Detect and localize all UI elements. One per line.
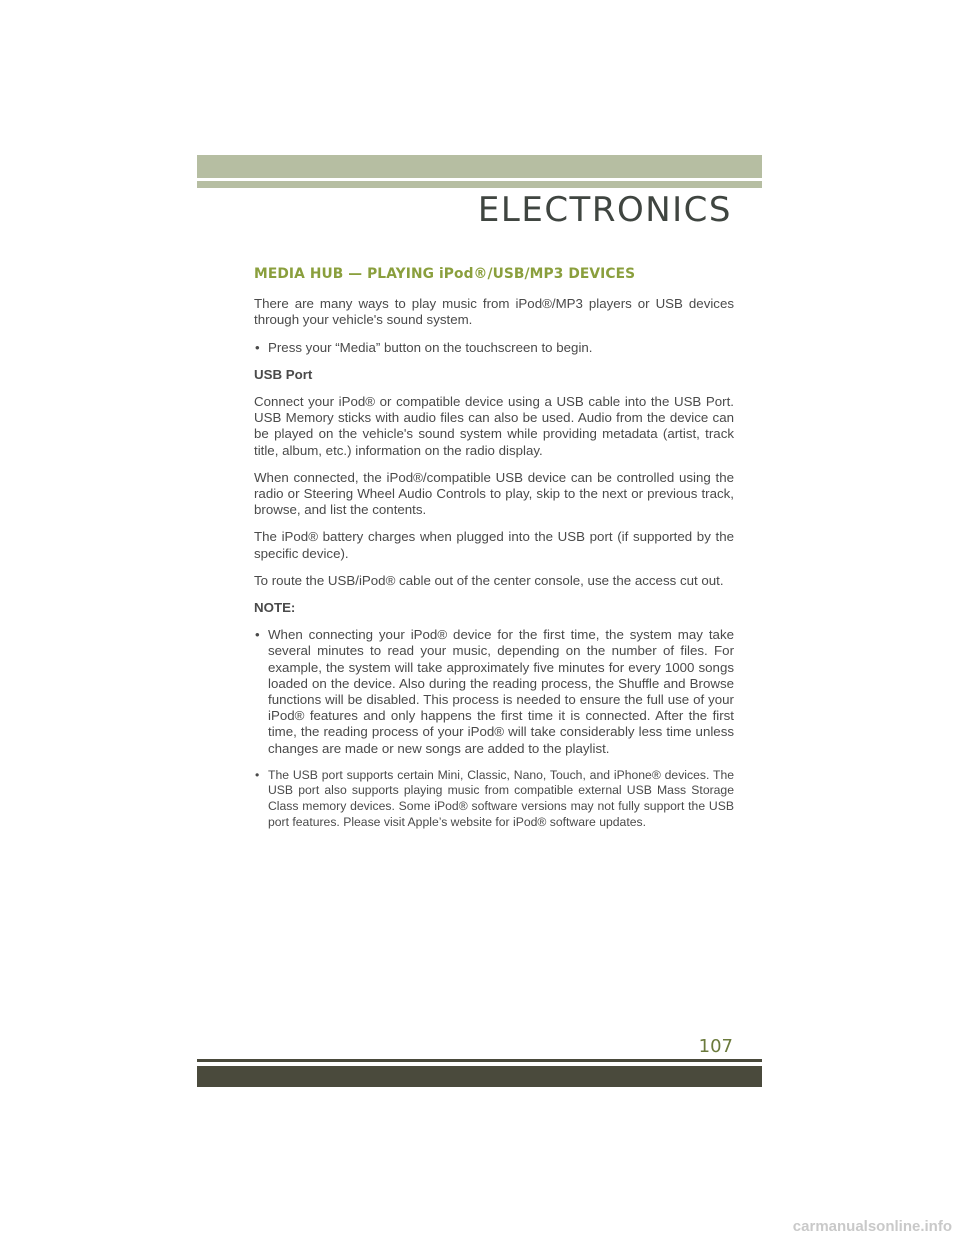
list-item bbox=[254, 768, 734, 830]
intro-paragraph: There are many ways to play music from iPod®/MP3 players or USB devices through your vehicle's sound system. bbox=[254, 296, 734, 328]
section-title: ELECTRONICS bbox=[477, 190, 732, 230]
page-number: 107 bbox=[698, 1036, 733, 1057]
section-heading: MEDIA HUB — PLAYING iPod®/USB/MP3 DEVICES bbox=[254, 266, 636, 282]
note-heading: NOTE: bbox=[254, 600, 296, 616]
bullet-dot: • bbox=[255, 767, 260, 782]
header-bar bbox=[197, 155, 762, 178]
usb-port-heading: USB Port bbox=[254, 366, 313, 382]
paragraph-connect: Connect your iPod® or compatible device using a USB cable into the USB Port. USB Memory sticks with audio files can also be used. Audio from the device can be played on the vehicle's sound system while providing metadata (artist, track title, album, etc.) information on the radio display. bbox=[254, 394, 734, 458]
header-rule bbox=[197, 181, 762, 188]
paragraph-battery: The iPod® battery charges when plugged into the USB port (if supported by the specific device). bbox=[254, 529, 734, 561]
footer-bar bbox=[197, 1066, 762, 1087]
watermark-text: carmanualsonline.info bbox=[792, 1218, 952, 1235]
paragraph-route: To route the USB/iPod® cable out of the center console, use the access cut out. bbox=[254, 572, 724, 588]
page-content bbox=[254, 266, 734, 841]
list-item bbox=[254, 340, 734, 356]
footer-rule bbox=[197, 1059, 762, 1062]
bullet-dot: • bbox=[255, 627, 260, 643]
bullet-text: Press your “Media” button on the touchscreen to begin. bbox=[268, 339, 593, 355]
bullet-dot: • bbox=[255, 339, 260, 355]
paragraph-controls: When connected, the iPod®/compatible USB device can be controlled using the radio or Steering Wheel Audio Controls to play, skip to the next or previous track, browse, and list the contents. bbox=[254, 469, 734, 518]
note-text: When connecting your iPod® device for the first time, the system may take several minutes to read your music, depending on the number of files. For example, the system will take approximately five minutes for every 1000 songs loaded on the device. Also during the reading process, the Shuffle and Browse functions will be disabled. This process is needed to ensure the full use of your iPod® features and only happens the first time it is connected. After the first time, the reading process of your iPod® will take considerably less time unless changes are made or new songs are added to the playlist. bbox=[268, 627, 734, 756]
note-text: The USB port supports certain Mini, Classic, Nano, Touch, and iPhone® devices. The USB port also supports playing music from compatible external USB Mass Storage Class memory devices. Some iPod® software versions may not fully support the USB port features. Please visit Apple’s website for iPod® software updates. bbox=[268, 767, 734, 829]
list-item bbox=[254, 627, 734, 757]
